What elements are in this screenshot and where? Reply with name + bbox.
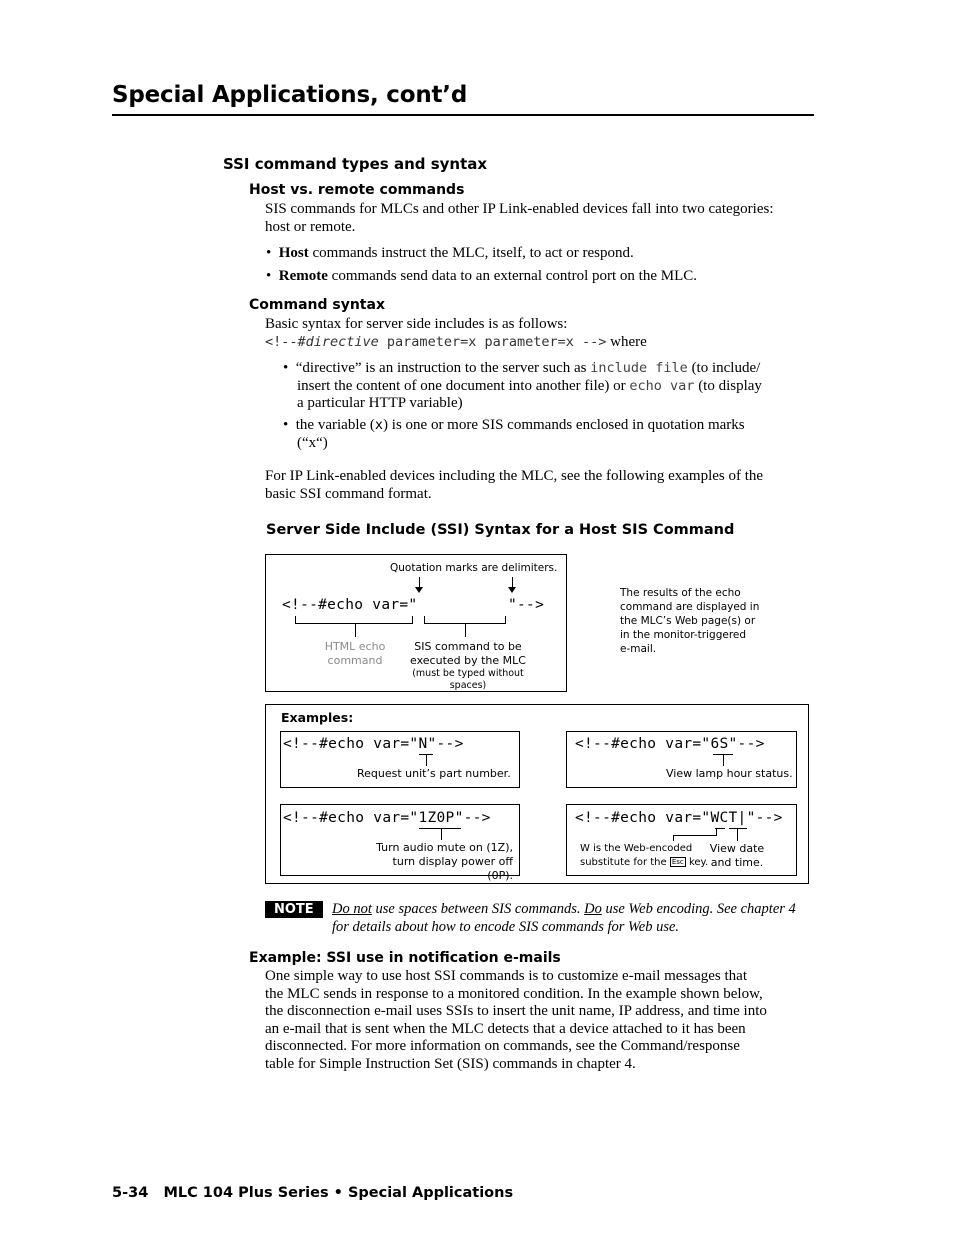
example-code: <!--#echo var="6S"--> [575, 736, 765, 752]
bracket-line [441, 828, 442, 840]
syntax-code-right: "--> [508, 597, 545, 613]
variable-bullet: • the variable (x) is one or more SIS commands enclosed in quotation marks (“x“) [283, 417, 745, 451]
example-code: <!--#echo var="1Z0P"--> [283, 810, 491, 826]
example-mute-power [280, 804, 520, 882]
remote-bullet: • Remote commands send data to an external control port on the MLC. [266, 268, 697, 284]
bracket-line [355, 623, 356, 637]
syntax-diagram-box [265, 554, 567, 692]
host-bullet: • Host commands instruct the MLC, itself, to act or respond. [266, 245, 634, 261]
example-desc: Request unit’s part number. [357, 767, 511, 780]
bracket-line [729, 828, 747, 829]
results-note: The results of the echo command are displayed in the MLC’s Web page(s) or in the monitor-triggered e-mail. [620, 587, 760, 655]
example-desc: Turn audio mute on (1Z), turn display power off (0P). [376, 841, 513, 882]
footer-text: MLC 104 Plus Series • Special Applications [163, 1185, 514, 1201]
bracket-line [465, 623, 466, 637]
host-remote-heading: Host vs. remote commands [249, 182, 465, 198]
syntax-intro: Basic syntax for server side includes is as follows: [265, 316, 568, 332]
note-badge: NOTE [265, 901, 323, 918]
figure-title: Server Side Include (SSI) Syntax for a Host SIS Command [266, 522, 735, 538]
bracket-line [505, 616, 506, 624]
examples-box [265, 704, 809, 884]
example-part-number [280, 731, 520, 788]
bracket-line [673, 835, 717, 836]
example-lamp-hours [566, 731, 797, 788]
syntax-code-left: <!--#echo var=" [282, 597, 418, 613]
bracket-line [412, 616, 413, 624]
example-code: <!--#echo var="WCT|"--> [575, 810, 783, 826]
delimiters-label: Quotation marks are delimiters. [390, 562, 558, 574]
html-echo-label: HTML echo command [324, 640, 386, 667]
syntax-code-line: <!--#directive parameter=x parameter=x --> where [265, 334, 647, 350]
esc-key-icon: Esc [671, 858, 684, 866]
example-date-time [566, 804, 797, 876]
directive-bullet: • “directive” is an instruction to the server such as include file (to include/ insert the content of one document into another file) or echo var (to display a particular HTTP variable) [283, 360, 762, 411]
command-syntax-heading: Command syntax [249, 297, 385, 313]
examples-label: Examples: [281, 710, 354, 725]
example-desc: View lamp hour status. [666, 767, 793, 780]
page-number: 5-34 [112, 1185, 149, 1201]
example-code: <!--#echo var="N"--> [283, 736, 464, 752]
bracket-line [737, 828, 738, 841]
bracket-line [426, 754, 427, 766]
footer [112, 1185, 513, 1201]
page-title: Special Applications, cont’d [112, 82, 468, 108]
email-example-paragraph: One simple way to use host SSI commands is to customize e-mail messages that the MLC sends in response to a monitored condition. In the example shown below, the disconnection e-mail uses SSIs to insert the unit name, IP address, and time into an e-mail that is sent when the MLC detects that a device attached to it has been disconnected. For more information on commands, see the Command/response table for Simple Instruction Set (SIS) commands in chapter 4. [265, 968, 767, 1072]
examples-intro: For IP Link-enabled devices including the MLC, see the following examples of the basic SSI command format. [265, 468, 764, 502]
sis-command-label: SIS command to be executed by the MLC (must be typed without spaces) [410, 640, 526, 691]
section-heading: SSI command types and syntax [223, 155, 488, 173]
example-desc-ct: View date and time. [709, 842, 765, 869]
email-example-heading: Example: SSI use in notification e-mails [249, 950, 561, 966]
example-desc-w: W is the Web-encoded substitute for the Esc key. [580, 843, 709, 868]
bracket-line [295, 623, 413, 624]
arrow-head-icon [415, 587, 423, 593]
note-text: Do not use spaces between SIS commands. Do use Web encoding. See chapter 4 for details about how to encode SIS commands for Web use. [332, 901, 796, 935]
bracket-line [419, 828, 461, 829]
host-remote-intro: SIS commands for MLCs and other IP Link-enabled devices fall into two categories: host or remote. [265, 201, 774, 235]
bracket-line [723, 754, 724, 766]
title-rule [112, 114, 814, 116]
arrow-head-icon [508, 587, 516, 593]
bracket-line [673, 835, 674, 841]
